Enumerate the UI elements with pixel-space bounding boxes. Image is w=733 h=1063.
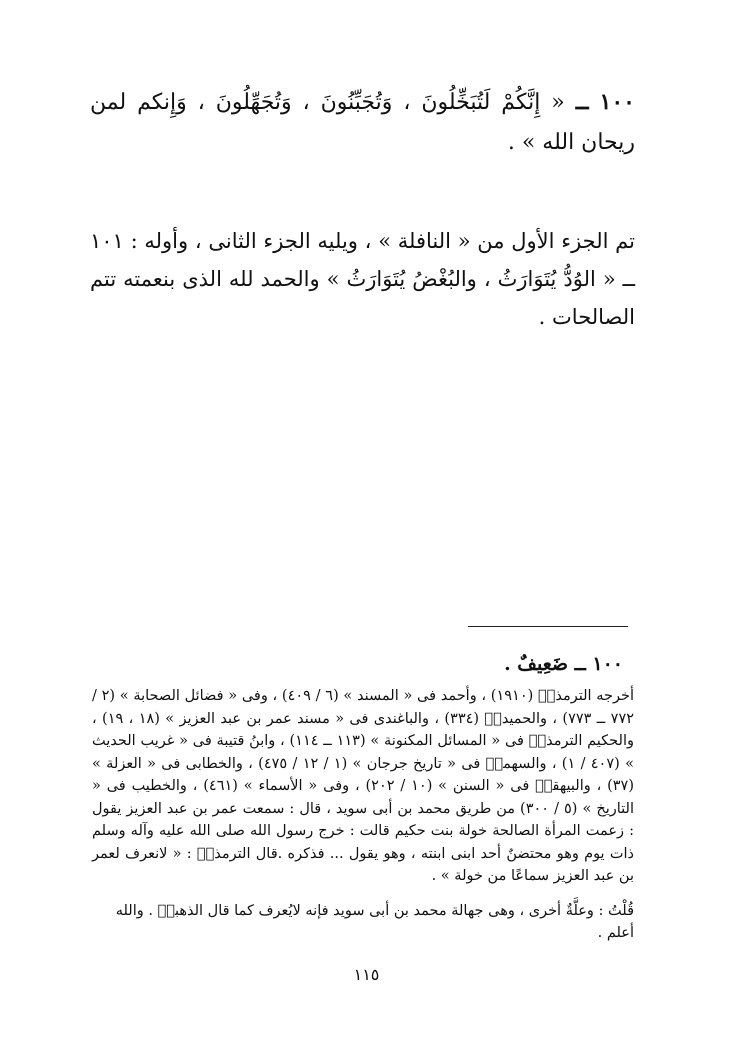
hadith-number: ١٠٠ <box>599 89 635 115</box>
footnote-takhrij: أخرجه الترمذیؒ (١٩١٠) ، وأحمد فى « المسند » (٦ / ٤٠٩) ، وفى « فضائل الصحابة » (٢ / ٧٧٢ ــ ٧٧٣) ، والحميدیؒ (٣٣٤) ، والباغندى فى « مسند عمر بن عبد العزيز » (١٨ ، ١٩) ، والحكيم الترمذیؒ فى « المسائل المكنونة » (١١٣ ــ ١١٤) ، وابنُ قتيبة فى « غريب الحديث » (٤٠٧ / ١) ، والسهمیؒ فى « تاريخ جرجان » (١ / ١٢ / ٤٧٥) ، والخطابى فى « العزلة » (٣٧) ، والبيهقیؒ فى « السنن » (١٠ / ٢٠٢) ، وفى « الأسماء » (٤٦١) ، والخطيب فى « التاريخ » (٥ / ٣٠٠) من طريق محمد بن أبى سويد ، قال : سمعت عمر بن عبد العزيز يقول : زعمت المرأة الصالحة خولة بنت حكيم قالت : خرج رسول الله صلى الله عليه وآله وسلم ذات يوم وهو محتضنٌ أحد ابنى ابنته ، وهو يقول ... فذكره .قال الترمذیؒ : « لانعرف لعمر بن عبد العزيز سماعًا من خولة » . <box>92 688 635 884</box>
page-number: ١١٥ <box>353 965 380 984</box>
footnote-separator <box>468 626 628 627</box>
hadith-dash: ــ <box>575 89 589 115</box>
hadith-text: « إِنَّكُمْ لَتُبَخِّلُونَ ، وَتُجَبِّنُونَ ، وَتُجَهِّلُونَ ، وَإِنكم لمن ريحان الله » . <box>90 90 635 155</box>
hadith-text-block <box>90 82 635 163</box>
footnote-heading: ١٠٠ ــ ضَعِيفٌ . <box>504 653 623 675</box>
volume-colophon: تم الجزء الأول من « النافلة » ، ويليه الجزء الثانى ، وأوله : ١٠١ ــ « الوُدُّ يُتَوَارَثُ ، والبُغْضُ يُتَوَارَثُ » والحمد لله الذى بنعمته تتم الصالحات . <box>90 229 635 329</box>
footnote-remark: قُلْتُ : وعلَّةٌ أخرى ، وهى جهالة محمد بن أبى سويد فإنه لايُعرف كما قال الذهبیؒ . والله أعلم . <box>115 903 634 941</box>
